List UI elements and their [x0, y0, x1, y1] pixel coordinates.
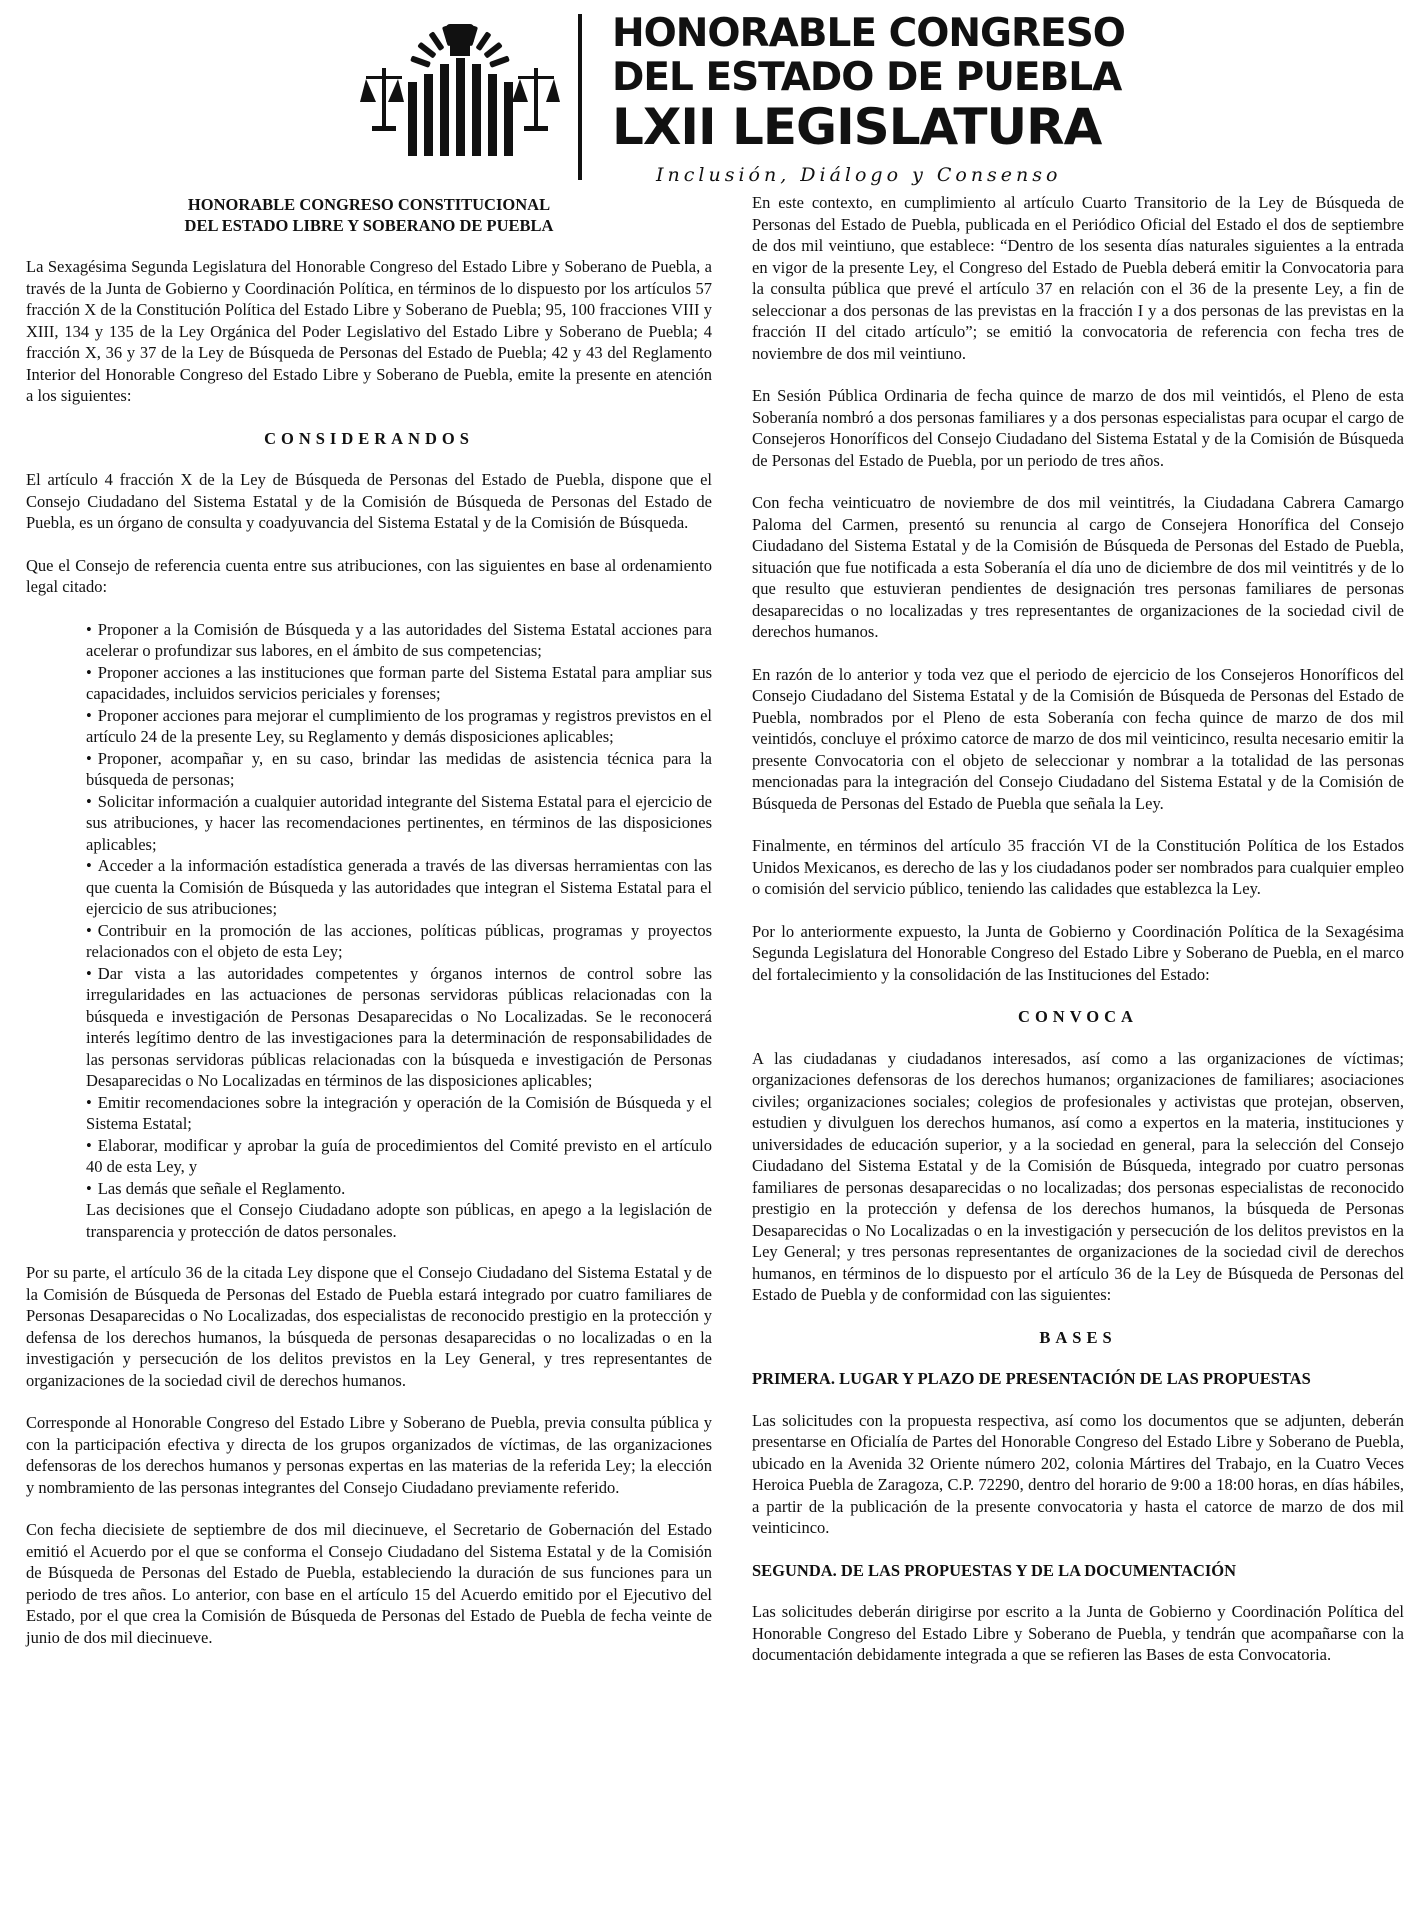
article-36-paragraph: Por su parte, el artículo 36 de la citada Ley dispone que el Consejo Ciudadano del Sistema Estatal y de la Comisión de Búsqueda de Personas del Estado de Puebla estará integrado por cuatro familiares de Personas Desaparecidas o No Localizadas, dos especialistas de reconocido prestigio en la protección y defensa de los derechos humanos, la búsqueda de personas desaparecidas o no localizadas o en la investigación y persecución de los delitos previstos en la Ley General, y tres representantes de organizaciones de la sociedad civil de derechos humanos. [26, 1263, 712, 1390]
fecha-2019-paragraph: Con fecha diecisiete de septiembre de dos mil diecinueve, el Secretario de Gobernación del Estado emitió el Acuerdo por el que se conforma el Consejo Ciudadano del Sistema Estatal y de la Comisión de Búsqueda de Personas del Estado de Puebla, estableciendo la duración de sus funciones para un periodo de tres años. Lo anterior, con base en el artículo 15 del Acuerdo emitido por el Ejecutivo del Estado, por el que crea la Comisión de Búsqueda de Personas del Estado de Puebla de fecha veinte de junio de dos mil diecinueve. [26, 1520, 712, 1647]
primera-heading: PRIMERA. LUGAR Y PLAZO DE PRESENTACIÓN DE LAS PROPUESTAS [752, 1369, 1311, 1388]
contexto-paragraph: En este contexto, en cumplimiento al artículo Cuarto Transitorio de la Ley de Búsqueda de Personas del Estado de Puebla, publicada en el Periódico Oficial del Estado el dos de septiembre de dos mil veintiuno, que establece: “Dentro de los sesenta días naturales siguientes a la entrada en vigor de la presente Ley, el Congreso del Estado de Puebla deberá emitir la Convocatoria para la consulta pública que prevé el artículo 37 en relación con el 36 de la presente Ley, a fin de seleccionar a dos personas de las previstas en la fracción I y a dos personas de las previstas en la fracción II del citado artículo”; se emitió la convocatoria de referencia con fecha tres de noviembre de dos mil veintiuno. [752, 193, 1404, 363]
header-line-2: DEL ESTADO DE PUEBLA [612, 55, 1122, 100]
list-item: • Contribuir en la promoción de las acciones, políticas públicas, programas y proyectos relacionados con el objeto de esta Ley; [86, 920, 712, 961]
atribuciones-paragraph: Que el Consejo de referencia cuenta entre sus atribuciones, con las siguientes en base al ordenamiento legal citado: [26, 555, 712, 596]
segunda-paragraph: Las solicitudes deberán dirigirse por escrito a la Junta de Gobierno y Coordinación Política del Honorable Congreso del Estado Libre y Soberano de Puebla, y tendrán que acompañarse con la documentación debidamente integrada a que se refieren las Bases de esta Convocatoria. [752, 1602, 1404, 1664]
header-title-block [612, 11, 1132, 186]
list-closing-note: Las decisiones que el Consejo Ciudadano adopte son públicas, en apego a la legislación de transparencia y protección de datos personales. [86, 1200, 712, 1241]
header-divider [578, 14, 582, 180]
convoca-paragraph: A las ciudadanas y ciudadanos interesados, así como a las organizaciones de víctimas; organizaciones defensoras de los derechos humanos; organizaciones de familiares; asociaciones civiles; organizaciones sociales; colegios de profesionales y activistas que protejan, observen, estudien y divulguen los derechos humanos, así como a expertos en la materia, instituciones y universidades de educación superior, y a la sociedad en general, para la selección del Consejo Ciudadano del Sistema Estatal y de la Comisión de Búsqueda, integrado por cuatro personas familiares de personas desaparecidas o no localizadas; dos personas especialistas de reconocido prestigio en la protección y defensa de los derechos humanos, la búsqueda de Personas Desaparecidas o No Localizadas o en la investigación y persecución de los delitos previstos en la Ley General; y tres personas representantes de organizaciones de la sociedad civil de derechos humanos, en términos de lo dispuesto por el artículo 36 de la Ley de Búsqueda de Personas del Estado de Puebla y de conformidad con las siguientes: [752, 1048, 1404, 1304]
document-title-line-2: DEL ESTADO LIBRE Y SOBERANO DE PUEBLA [184, 216, 554, 235]
finalmente-paragraph: Finalmente, en términos del artículo 35 fracción VI de la Constitución Política de los Estados Unidos Mexicanos, es derecho de las y los ciudadanos poder ser nombrados para cualquier empleo o comisión del servicio público, teniendo las calidades que establezca la Ley. [752, 836, 1405, 898]
primera-paragraph: Las solicitudes con la propuesta respectiva, así como los documentos que se adjunten, deberán presentarse en Oficialía de Partes del Honorable Congreso del Estado Libre y Soberano de Puebla, ubicado en la Avenida 32 Oriente número 202, colonia Mártires del Trabajo, en la Cuatro Veces Heroica Puebla de Zaragoza, C.P. 72290, dentro del horario de 9:00 a 18:00 horas, en días hábiles, a partir de la publicación de la presente convocatoria y hasta el catorce de marzo de dos mil veinticinco. [752, 1410, 1404, 1537]
article-4-paragraph: El artículo 4 fracción X de la Ley de Búsqueda de Personas del Estado de Puebla, dispone que el Consejo Ciudadano del Sistema Estatal y de la Comisión de Búsqueda de Personas del Estado de Puebla, es un órgano de consulta y coadyuvancia del Sistema Estatal y de la Comisión de Búsqueda. [26, 470, 712, 532]
list-item: • Elaborar, modificar y aprobar la guía de procedimientos del Comité previsto en el artículo 40 de esta Ley, y [86, 1135, 712, 1176]
corresponde-paragraph: Corresponde al Honorable Congreso del Estado Libre y Soberano de Puebla, previa consulta pública y con la participación efectiva y directa de los grupos organizados de víctimas, de las organizaciones defensoras de los derechos humanos y personas expertas en las materias de la referida Ley; la elección y nombramiento de las personas integrantes del Consejo Ciudadano previamente referido. [26, 1413, 712, 1497]
congress-logo-scales-hands-icon [360, 18, 560, 163]
sesion-paragraph: En Sesión Pública Ordinaria de fecha quince de marzo de dos mil veintidós, el Pleno de esta Soberanía nombró a dos personas familiares y a dos personas especialistas para ocupar el cargo de Consejeros Honoríficos del Consejo Ciudadano del Sistema Estatal y de la Comisión de Búsqueda de Personas del Estado de Puebla, por un periodo de tres años. [752, 386, 1404, 470]
right-column [752, 192, 1404, 1687]
list-item: • Solicitar información a cualquier autoridad integrante del Sistema Estatal para el ejercicio de sus atribuciones, y hacer las recomendaciones pertinentes, en términos de las disposiciones aplicables; [86, 791, 712, 854]
left-column [26, 194, 712, 1669]
list-item: • Proponer, acompañar y, en su caso, brindar las medidas de asistencia técnica para la búsqueda de personas; [86, 748, 712, 789]
document-title-line-1: HONORABLE CONGRESO CONSTITUCIONAL [187, 195, 551, 214]
renuncia-paragraph: Con fecha veinticuatro de noviembre de dos mil veintitrés, la Ciudadana Cabrera Camargo Paloma del Carmen, presentó su renuncia al cargo de Consejera Honorífica del Consejo Ciudadano del Sistema Estatal y de la Comisión de Búsqueda de Personas del Estado de Puebla, situación que fue notificada a esta Soberanía el día uno de diciembre de dos mil veintitrés y de lo que resulto que estuvieran pendientes de designación tres personas familiares de personas desaparecidas o no localizadas y tres representantes de organizaciones de la sociedad civil de derechos humanos. [752, 493, 1404, 641]
considerandos-heading: CONSIDERANDOS [264, 428, 474, 448]
list-item: • Proponer acciones para mejorar el cumplimiento de los programas y registros previstos en el artículo 24 de la presente Ley, su Reglamento y demás disposiciones aplicables; [86, 705, 712, 746]
list-item: • Emitir recomendaciones sobre la integración y operación de la Comisión de Búsqueda y el Sistema Estatal; [86, 1092, 712, 1133]
intro-paragraph: La Sexagésima Segunda Legislatura del Honorable Congreso del Estado Libre y Soberano de Puebla, a través de la Junta de Gobierno y Coordinación Política, en términos de lo dispuesto por los artículos 57 fracción X de la Constitución Política del Estado Libre y Soberano de Puebla; 95, 100 fracciones VIII y XIII, 134 y 135 de la Ley Orgánica del Poder Legislativo del Estado Libre y Soberano de Puebla; 4 fracción X, 36 y 37 de la Ley de Búsqueda de Personas del Estado de Puebla; 42 y 43 del Reglamento Interior del Honorable Congreso del Estado Libre y Soberano de Puebla, emite la presente en atención a los siguientes: [26, 257, 712, 405]
header-line-1: HONORABLE CONGRESO [612, 11, 1125, 56]
list-item: • Proponer acciones a las instituciones que forman parte del Sistema Estatal para ampliar sus capacidades, incluidos servicios periciales y forenses; [86, 662, 712, 703]
header-line-3: LXII LEGISLATURA [612, 98, 1102, 156]
list-item: • Dar vista a las autoridades competentes y órganos internos de control sobre las irregularidades en las actuaciones de personas servidoras públicas relacionadas con la búsqueda e investigación de Personas Desaparecidas o No Localizadas. Se le reconocerá interés legítimo dentro de las investigaciones para la determinación de responsabilidades de las personas servidoras públicas relacionadas con la búsqueda e investigación de Personas Desaparecidas o No Localizadas en términos de las disposiciones aplicables; [86, 963, 712, 1090]
header-motto: Inclusión, Diálogo y Consenso [656, 164, 1062, 186]
list-item: • Las demás que señale el Reglamento. [86, 1178, 346, 1198]
atribuciones-list [26, 619, 712, 1243]
list-item: • Acceder a la información estadística generada a través de las diversas herramientas con las que cuenta la Comisión de Búsqueda y las autoridades que integran el Sistema Estatal para el ejercicio de sus atribuciones; [86, 856, 712, 918]
bases-heading: BASES [1039, 1327, 1117, 1347]
expuesto-paragraph: Por lo anteriormente expuesto, la Junta de Gobierno y Coordinación Política de la Sexagésima Segunda Legislatura del Honorable Congreso del Estado Libre y Soberano de Puebla, en el marco del fortalecimiento y la consolidación de las Instituciones del Estado: [752, 921, 1404, 984]
document-title [26, 194, 712, 236]
convoca-heading: CONVOCA [1018, 1007, 1138, 1026]
list-item: • Proponer a la Comisión de Búsqueda y a las autoridades del Sistema Estatal acciones para acelerar o profundizar sus labores, en el ámbito de sus competencias; [86, 619, 712, 660]
segunda-heading: SEGUNDA. DE LAS PROPUESTAS Y DE LA DOCUMENTACIÓN [752, 1560, 1237, 1580]
razon-paragraph: En razón de lo anterior y toda vez que el periodo de ejercicio de los Consejeros Honoríficos del Consejo Ciudadano del Sistema Estatal y de la Comisión de Búsqueda de Personas del Estado de Puebla, nombrados por el Pleno de esta Soberanía con fecha quince de marzo de dos mil veintidós, concluye el próximo catorce de marzo de dos mil veinticinco, resulta necesario emitir la presente Convocatoria con el objeto de seleccionar y nombrar a la totalidad de las personas mencionadas para la integración del Consejo Ciudadano del Sistema Estatal y de la Comisión de Búsqueda de Personas del Estado de Puebla que señala la Ley. [752, 664, 1404, 813]
